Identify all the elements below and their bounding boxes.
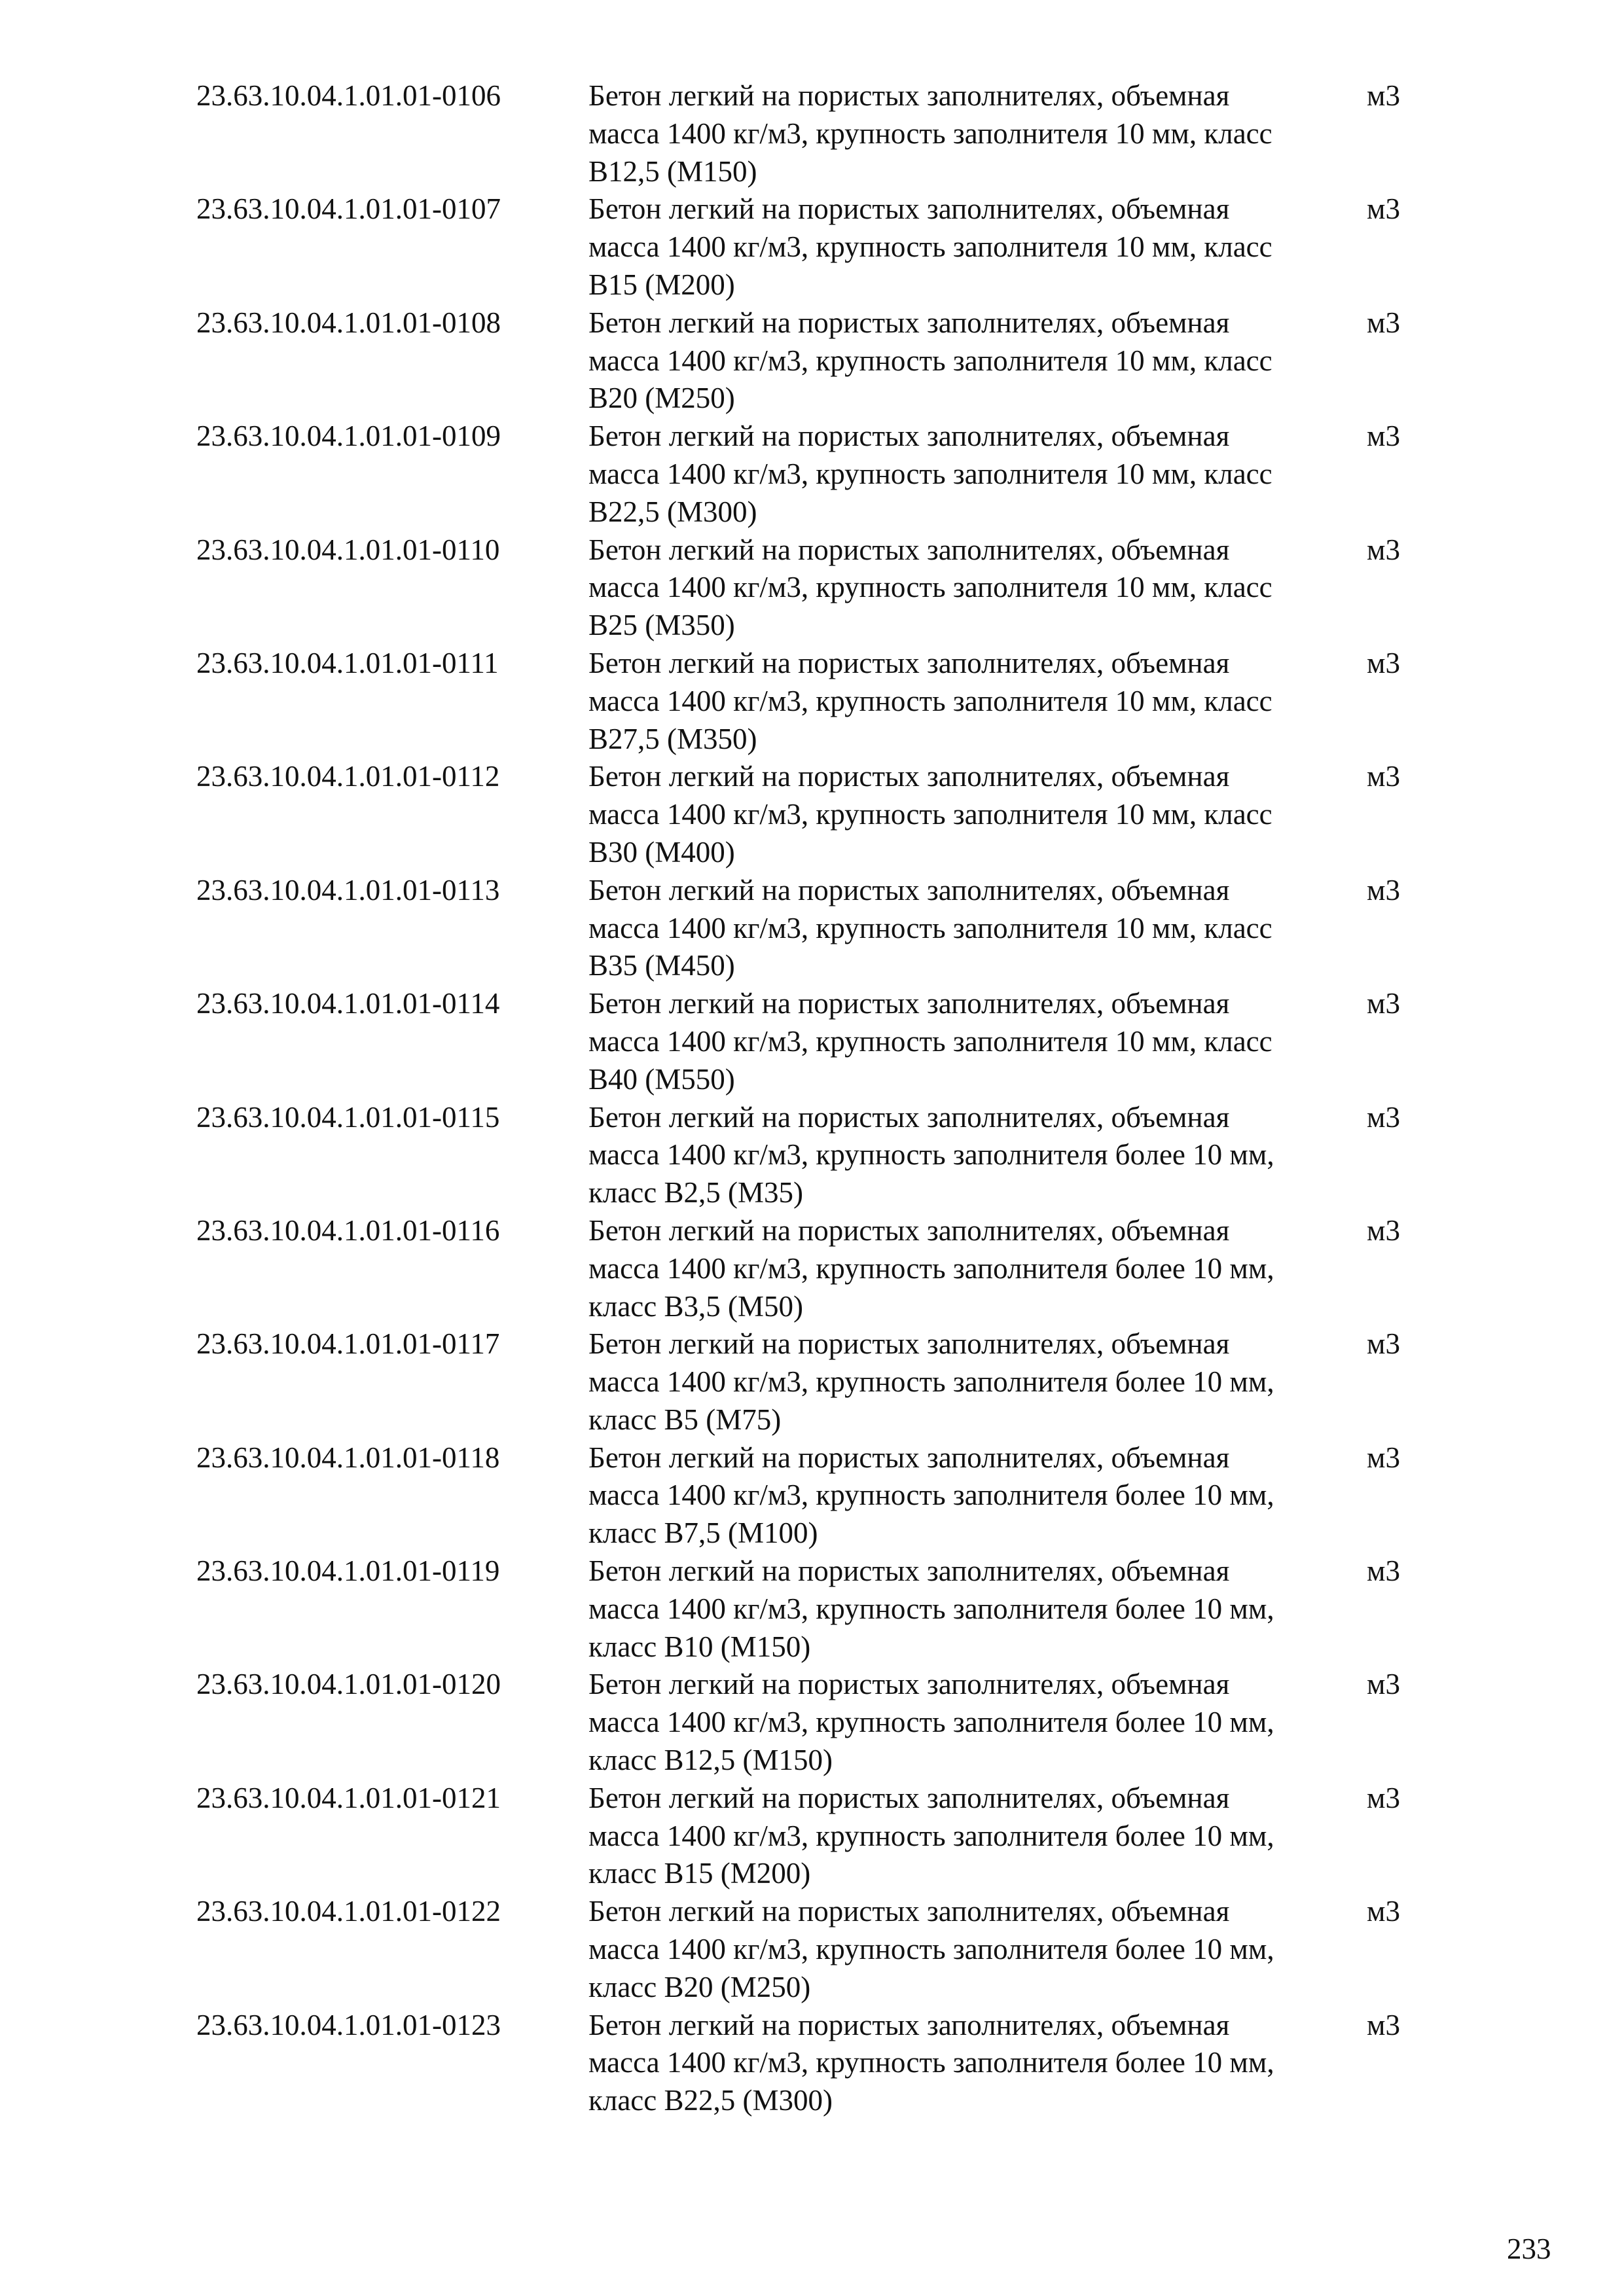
description-line: Бетон легкий на пористых заполнителях, объемная	[588, 987, 1230, 1020]
table-row	[196, 645, 1440, 758]
resource-table	[196, 77, 1440, 2120]
resource-code: 23.63.10.04.1.01.01-0115	[196, 1100, 500, 1134]
table-row	[196, 304, 1440, 418]
description-line: Бетон легкий на пористых заполнителях, объемная	[588, 1895, 1230, 1928]
description-line: Бетон легкий на пористых заполнителях, объемная	[588, 646, 1230, 679]
unit-of-measure: м3	[1367, 760, 1400, 793]
description-line: Бетон легкий на пористых заполнителях, объемная	[588, 1327, 1230, 1361]
description-line: Бетон легкий на пористых заполнителях, объемная	[588, 1781, 1230, 1814]
description-line: Бетон легкий на пористых заполнителях, объемная	[588, 533, 1230, 566]
unit-of-measure: м3	[1367, 533, 1400, 566]
description-line: масса 1400 кг/м3, крупность заполнителя 10 мм, класс	[588, 230, 1272, 264]
description-line: Бетон легкий на пористых заполнителях, объемная	[588, 192, 1230, 226]
resource-code: 23.63.10.04.1.01.01-0106	[196, 79, 501, 112]
description-line: В20 (М250)	[588, 382, 735, 415]
description-line: масса 1400 кг/м3, крупность заполнителя более 10 мм,	[588, 1479, 1274, 1512]
resource-code: 23.63.10.04.1.01.01-0107	[196, 192, 501, 226]
resource-code: 23.63.10.04.1.01.01-0114	[196, 987, 500, 1020]
description-line: масса 1400 кг/м3, крупность заполнителя более 10 мм,	[588, 1819, 1274, 1852]
description-line: масса 1400 кг/м3, крупность заполнителя 10 мм, класс	[588, 1024, 1272, 1058]
description-line: масса 1400 кг/м3, крупность заполнителя 10 мм, класс	[588, 798, 1272, 831]
table-row	[196, 1666, 1440, 1779]
resource-description	[588, 2007, 1315, 2120]
resource-description	[588, 190, 1315, 304]
resource-description	[588, 1893, 1315, 2006]
description-line: класс В10 (М150)	[588, 1630, 811, 1663]
description-line: Бетон легкий на пористых заполнителях, объемная	[588, 873, 1230, 906]
description-line: масса 1400 кг/м3, крупность заполнителя 10 мм, класс	[588, 117, 1272, 150]
description-line: масса 1400 кг/м3, крупность заполнителя 10 мм, класс	[588, 344, 1272, 377]
resource-code: 23.63.10.04.1.01.01-0119	[196, 1554, 500, 1588]
resource-code: 23.63.10.04.1.01.01-0111	[196, 646, 499, 679]
resource-description	[588, 1099, 1315, 1212]
resource-code: 23.63.10.04.1.01.01-0109	[196, 420, 501, 453]
resource-description	[588, 77, 1315, 190]
resource-code: 23.63.10.04.1.01.01-0108	[196, 306, 501, 339]
resource-code: 23.63.10.04.1.01.01-0120	[196, 1668, 501, 1701]
table-row	[196, 190, 1440, 304]
description-line: Бетон легкий на пористых заполнителях, объемная	[588, 306, 1230, 339]
unit-of-measure: м3	[1367, 987, 1400, 1020]
unit-of-measure: м3	[1367, 1895, 1400, 1928]
resource-code: 23.63.10.04.1.01.01-0118	[196, 1441, 500, 1474]
description-line: масса 1400 кг/м3, крупность заполнителя более 10 мм,	[588, 1592, 1274, 1625]
resource-description	[588, 531, 1315, 645]
description-line: класс В2,5 (М35)	[588, 1176, 803, 1210]
unit-of-measure: м3	[1367, 1781, 1400, 1814]
description-line: класс В7,5 (М100)	[588, 1516, 818, 1550]
resource-code: 23.63.10.04.1.01.01-0121	[196, 1781, 501, 1814]
description-line: В25 (М350)	[588, 609, 735, 642]
page-number: 233	[1507, 2233, 1551, 2265]
description-line: класс В22,5 (М300)	[588, 2084, 833, 2117]
resource-description	[588, 1325, 1315, 1439]
unit-of-measure: м3	[1367, 306, 1400, 339]
description-line: В15 (М200)	[588, 268, 735, 301]
description-line: В35 (М450)	[588, 949, 735, 982]
table-row	[196, 872, 1440, 985]
table-row	[196, 985, 1440, 1098]
resource-description	[588, 1439, 1315, 1552]
table-row	[196, 1439, 1440, 1552]
table-row	[196, 418, 1440, 531]
description-line: Бетон легкий на пористых заполнителях, объемная	[588, 2008, 1230, 2041]
unit-of-measure: м3	[1367, 1100, 1400, 1134]
description-line: масса 1400 кг/м3, крупность заполнителя 10 мм, класс	[588, 571, 1272, 604]
description-line: масса 1400 кг/м3, крупность заполнителя более 10 мм,	[588, 1706, 1274, 1739]
description-line: масса 1400 кг/м3, крупность заполнителя более 10 мм,	[588, 1933, 1274, 1966]
description-line: масса 1400 кг/м3, крупность заполнителя более 10 мм,	[588, 1251, 1274, 1285]
resource-code: 23.63.10.04.1.01.01-0122	[196, 1895, 501, 1928]
unit-of-measure: м3	[1367, 1213, 1400, 1247]
unit-of-measure: м3	[1367, 1668, 1400, 1701]
resource-description	[588, 645, 1315, 758]
resource-description	[588, 304, 1315, 418]
table-row	[196, 1325, 1440, 1439]
table-row	[196, 531, 1440, 645]
unit-of-measure: м3	[1367, 79, 1400, 112]
description-line: масса 1400 кг/м3, крупность заполнителя 10 мм, класс	[588, 911, 1272, 944]
description-line: масса 1400 кг/м3, крупность заполнителя 10 мм, класс	[588, 684, 1272, 717]
description-line: В22,5 (М300)	[588, 495, 757, 528]
description-line: масса 1400 кг/м3, крупность заполнителя 10 мм, класс	[588, 457, 1272, 490]
unit-of-measure: м3	[1367, 2008, 1400, 2041]
resource-description	[588, 985, 1315, 1098]
unit-of-measure: м3	[1367, 646, 1400, 679]
description-line: масса 1400 кг/м3, крупность заполнителя более 10 мм,	[588, 2046, 1274, 2079]
description-line: В30 (М400)	[588, 835, 735, 869]
description-line: Бетон легкий на пористых заполнителях, объемная	[588, 1213, 1230, 1247]
table-row	[196, 1099, 1440, 1212]
description-line: В12,5 (М150)	[588, 154, 757, 188]
unit-of-measure: м3	[1367, 420, 1400, 453]
resource-description	[588, 1552, 1315, 1666]
table-row	[196, 1780, 1440, 1893]
resource-code: 23.63.10.04.1.01.01-0112	[196, 760, 500, 793]
description-line: класс В12,5 (М150)	[588, 1744, 833, 1777]
resource-description	[588, 1666, 1315, 1779]
description-line: Бетон легкий на пористых заполнителях, объемная	[588, 1668, 1230, 1701]
table-row	[196, 1212, 1440, 1325]
description-line: класс В15 (М200)	[588, 1857, 811, 1890]
description-line: Бетон легкий на пористых заполнителях, объемная	[588, 760, 1230, 793]
description-line: В27,5 (М350)	[588, 722, 757, 755]
table-row	[196, 758, 1440, 871]
description-line: Бетон легкий на пористых заполнителях, объемная	[588, 420, 1230, 453]
description-line: Бетон легкий на пористых заполнителях, объемная	[588, 79, 1230, 112]
resource-description	[588, 872, 1315, 985]
unit-of-measure: м3	[1367, 1554, 1400, 1588]
resource-code: 23.63.10.04.1.01.01-0123	[196, 2008, 501, 2041]
resource-code: 23.63.10.04.1.01.01-0117	[196, 1327, 500, 1361]
resource-code: 23.63.10.04.1.01.01-0116	[196, 1213, 500, 1247]
unit-of-measure: м3	[1367, 1327, 1400, 1361]
table-row	[196, 1552, 1440, 1666]
unit-of-measure: м3	[1367, 1441, 1400, 1474]
resource-description	[588, 1212, 1315, 1325]
description-line: масса 1400 кг/м3, крупность заполнителя более 10 мм,	[588, 1138, 1274, 1172]
description-line: класс В5 (М75)	[588, 1403, 782, 1436]
unit-of-measure: м3	[1367, 192, 1400, 226]
resource-description	[588, 758, 1315, 871]
table-row	[196, 2007, 1440, 2120]
description-line: Бетон легкий на пористых заполнителях, объемная	[588, 1100, 1230, 1134]
unit-of-measure: м3	[1367, 873, 1400, 906]
resource-description	[588, 1780, 1315, 1893]
description-line: класс В3,5 (М50)	[588, 1289, 803, 1323]
resource-code: 23.63.10.04.1.01.01-0113	[196, 873, 500, 906]
resource-description	[588, 418, 1315, 531]
table-row	[196, 77, 1440, 190]
description-line: класс В20 (М250)	[588, 1970, 811, 2003]
description-line: масса 1400 кг/м3, крупность заполнителя более 10 мм,	[588, 1365, 1274, 1399]
table-row	[196, 1893, 1440, 2006]
description-line: Бетон легкий на пористых заполнителях, объемная	[588, 1554, 1230, 1588]
resource-code: 23.63.10.04.1.01.01-0110	[196, 533, 500, 566]
description-line: В40 (М550)	[588, 1062, 735, 1096]
description-line: Бетон легкий на пористых заполнителях, объемная	[588, 1441, 1230, 1474]
